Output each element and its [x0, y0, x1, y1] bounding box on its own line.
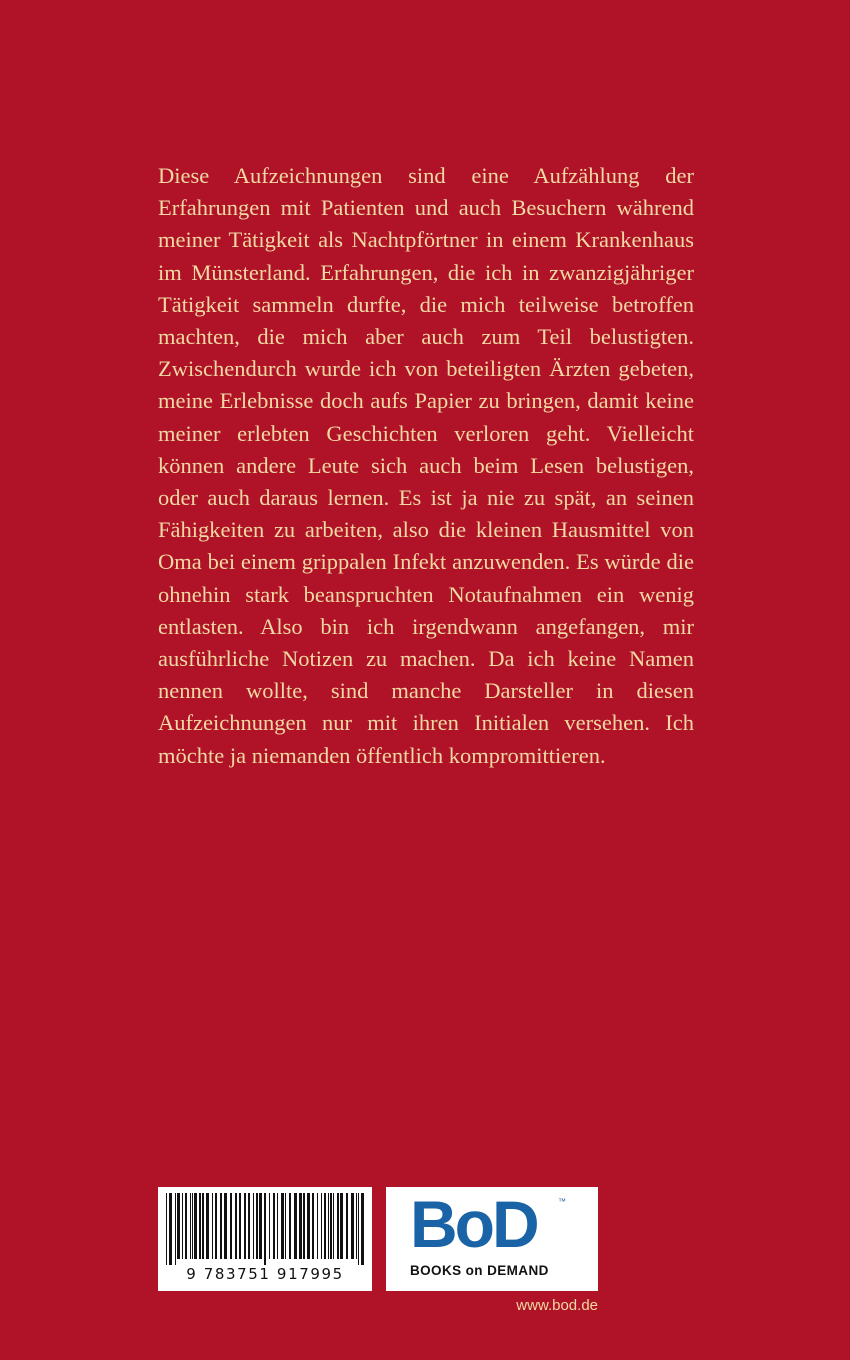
barcode-bar: [351, 1193, 354, 1259]
barcode-bar: [190, 1193, 191, 1259]
barcode-bar: [212, 1193, 213, 1259]
publisher-logo: [386, 1187, 598, 1291]
barcode-bar: [264, 1193, 266, 1265]
trademark-symbol: ™: [558, 1197, 566, 1206]
barcode-bar: [235, 1193, 237, 1259]
barcode-bar: [356, 1193, 357, 1259]
barcode-bar: [285, 1193, 286, 1259]
barcode-bar: [330, 1193, 332, 1259]
barcode-bar: [224, 1193, 227, 1259]
barcode-bar: [269, 1193, 270, 1259]
barcode-bars: [164, 1193, 366, 1265]
barcode-bar: [340, 1193, 343, 1259]
barcode-bar: [289, 1193, 291, 1259]
publisher-website: www.bod.de: [516, 1297, 598, 1314]
barcode-bar: [312, 1193, 314, 1259]
barcode-bar: [182, 1193, 183, 1259]
isbn-barcode: [158, 1187, 372, 1291]
barcode-bar: [256, 1193, 258, 1259]
barcode-bar: [299, 1193, 302, 1259]
barcode-bar: [177, 1193, 180, 1259]
barcode-bar: [317, 1193, 318, 1259]
barcode-bar: [358, 1193, 359, 1265]
barcode-bar: [321, 1193, 322, 1259]
barcode-bar: [248, 1193, 250, 1259]
barcode-bar: [166, 1193, 167, 1265]
barcode-bar: [277, 1193, 278, 1259]
barcode-bar: [273, 1193, 275, 1259]
barcode-bar: [199, 1193, 201, 1259]
barcode-bar: [303, 1193, 305, 1259]
barcode-bar: [324, 1193, 326, 1259]
barcode-bar: [244, 1193, 246, 1259]
barcode-bar: [294, 1193, 297, 1259]
barcode-bar: [202, 1193, 204, 1259]
barcode-bar: [185, 1193, 187, 1259]
back-cover-blurb: Diese Aufzeichnungen sind eine Aufzählung der Erfahrungen mit Patienten und auch Besuchern während meiner Tätigkeit als Nachtpförtner in einem Krankenhaus im Münsterland. Erfahrungen, die ich in zwanzigjähriger Tätigkeit sammeln durfte, die mich teilweise betroffen machten, die mich aber auch zum Teil belustigten. Zwischendurch wurde ich von beteiligten Ärzten gebeten, meine Erlebnisse doch aufs Papier zu bringen, damit keine meiner erlebten Geschichten verloren geht. Vielleicht können andere Leute sich auch beim Lesen belustigen, oder auch daraus lernen. Es ist ja nie zu spät, an seinen Fähigkeiten zu arbeiten, also die kleinen Hausmittel von Oma bei einem grippalen Infekt anzuwenden. Es würde die ohnehin stark beanspruchten Notaufnahmen ein wenig entlasten. Also bin ich irgendwann angefangen, mir ausführliche Notizen zu machen. Da ich keine Namen nennen wollte, sind manche Darsteller in diesen Aufzeichnungen nur mit ihren Initialen versehen. Ich möchte ja niemanden öffentlich kompromittieren.: [158, 163, 694, 768]
barcode-bar: [361, 1193, 364, 1265]
barcode-bar: [230, 1193, 232, 1259]
barcode-bar: [307, 1193, 310, 1259]
barcode-bar: [346, 1193, 348, 1259]
barcode-bar: [333, 1193, 334, 1259]
barcode-bar: [169, 1193, 172, 1265]
barcode-bar: [239, 1193, 241, 1259]
barcode-bar: [220, 1193, 222, 1259]
barcode-bar: [337, 1193, 339, 1259]
barcode-bar: [192, 1193, 193, 1259]
barcode-bar: [215, 1193, 217, 1259]
bod-logo-mark: BoD: [410, 1187, 537, 1261]
publisher-tagline: BOOKS on DEMAND: [410, 1263, 549, 1278]
barcode-bar: [259, 1193, 262, 1259]
barcode-bar: [281, 1193, 284, 1259]
isbn-number: 9 783751 917995: [186, 1265, 344, 1283]
barcode-bar: [194, 1193, 197, 1259]
barcode-bar: [175, 1193, 176, 1265]
barcode-bar: [253, 1193, 254, 1259]
barcode-bar: [206, 1193, 209, 1259]
barcode-bar: [328, 1193, 329, 1259]
